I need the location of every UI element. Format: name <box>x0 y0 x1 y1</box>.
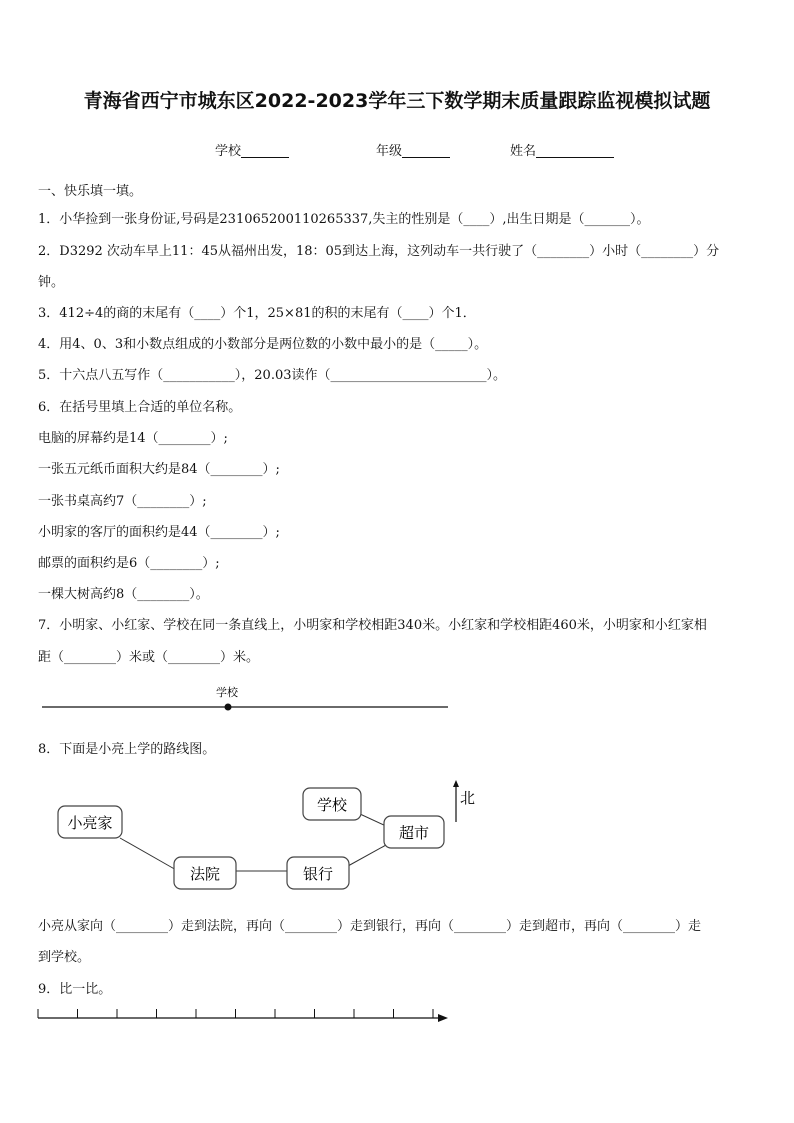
number-line <box>34 1004 454 1026</box>
school-number-line <box>38 682 458 718</box>
north-label: 北 <box>460 789 476 807</box>
q6-item: 小明家的客厅的面积约是44（________）; <box>38 525 280 540</box>
school-field <box>215 140 289 159</box>
section-heading: 一、快乐填一填。 <box>38 184 143 199</box>
bank-label: 银行 <box>302 865 334 883</box>
q6-item: 电脑的屏幕约是14（________）; <box>38 431 228 446</box>
route-school-market <box>360 814 386 826</box>
question-6: 6．在括号里填上合适的单位名称。 <box>38 400 242 415</box>
name-label: 姓名 <box>510 144 537 159</box>
question-2-line-1: 2．D3292 次动车早上11：45从福州出发，18：05到达上海，这列动车一共行驶了（________）小时（________）分 <box>38 244 720 259</box>
question-2-line-2: 钟。 <box>38 275 65 290</box>
market-label: 超市 <box>398 824 430 842</box>
name-field <box>510 140 614 159</box>
question-8-answer-line-1: 小亮从家向（________）走到法院，再向（________）走到银行，再向（________）走到超市，再向（________）走 <box>38 919 702 934</box>
q6-item: 一张五元纸币面积大约是84（________）; <box>38 462 280 477</box>
arrow-right-icon <box>438 1014 448 1022</box>
question-5: 5．十六点八五写作（___________），20.03读作（________________________）。 <box>38 368 506 383</box>
grade-blank[interactable] <box>402 143 450 158</box>
q6-item: 邮票的面积约是6（________）; <box>38 556 220 571</box>
question-1: 1．小华捡到一张身份证,号码是231065200110265337,失主的性别是（____）,出生日期是（_______）。 <box>38 212 650 227</box>
school-point-label: 学校 <box>216 686 238 699</box>
q6-item: 一张书桌高约7（________）; <box>38 494 207 509</box>
court-label: 法院 <box>189 865 221 883</box>
question-9: 9．比一比。 <box>38 982 112 997</box>
home-label: 小亮家 <box>67 814 113 832</box>
question-8: 8．下面是小亮上学的路线图。 <box>38 742 216 757</box>
number-line-ticks <box>38 1009 433 1018</box>
page-title: 青海省西宁市城东区2022-2023学年三下数学期末质量跟踪监视模拟试题 <box>83 90 711 112</box>
school-label: 学校 <box>215 144 242 159</box>
question-3: 3．412÷4的商的末尾有（____）个1，25×81的积的末尾有（____）个1． <box>38 306 476 321</box>
question-8-answer-line-2: 到学校。 <box>38 950 91 965</box>
question-7-line-1: 7．小明家、小红家、学校在同一条直线上，小明家和学校相距340米。小红家和学校相距460米，小明家和小红家相 <box>38 618 707 633</box>
north-arrow-head-icon <box>453 780 459 787</box>
school-label: 学校 <box>316 796 348 814</box>
school-blank[interactable] <box>241 143 289 158</box>
school-point <box>225 704 232 711</box>
q6-item: 一棵大树高约8（________）。 <box>38 587 209 602</box>
question-7-line-2: 距（________）米或（________）米。 <box>38 650 260 665</box>
name-blank[interactable] <box>536 143 614 158</box>
route-home-court <box>120 838 178 871</box>
question-4: 4．用4、0、3和小数点组成的小数部分是两位数的小数中最小的是（_____）。 <box>38 337 488 352</box>
route-bank-market <box>348 845 386 866</box>
route-map <box>38 778 488 896</box>
grade-field <box>376 140 450 159</box>
grade-label: 年级 <box>376 144 403 159</box>
